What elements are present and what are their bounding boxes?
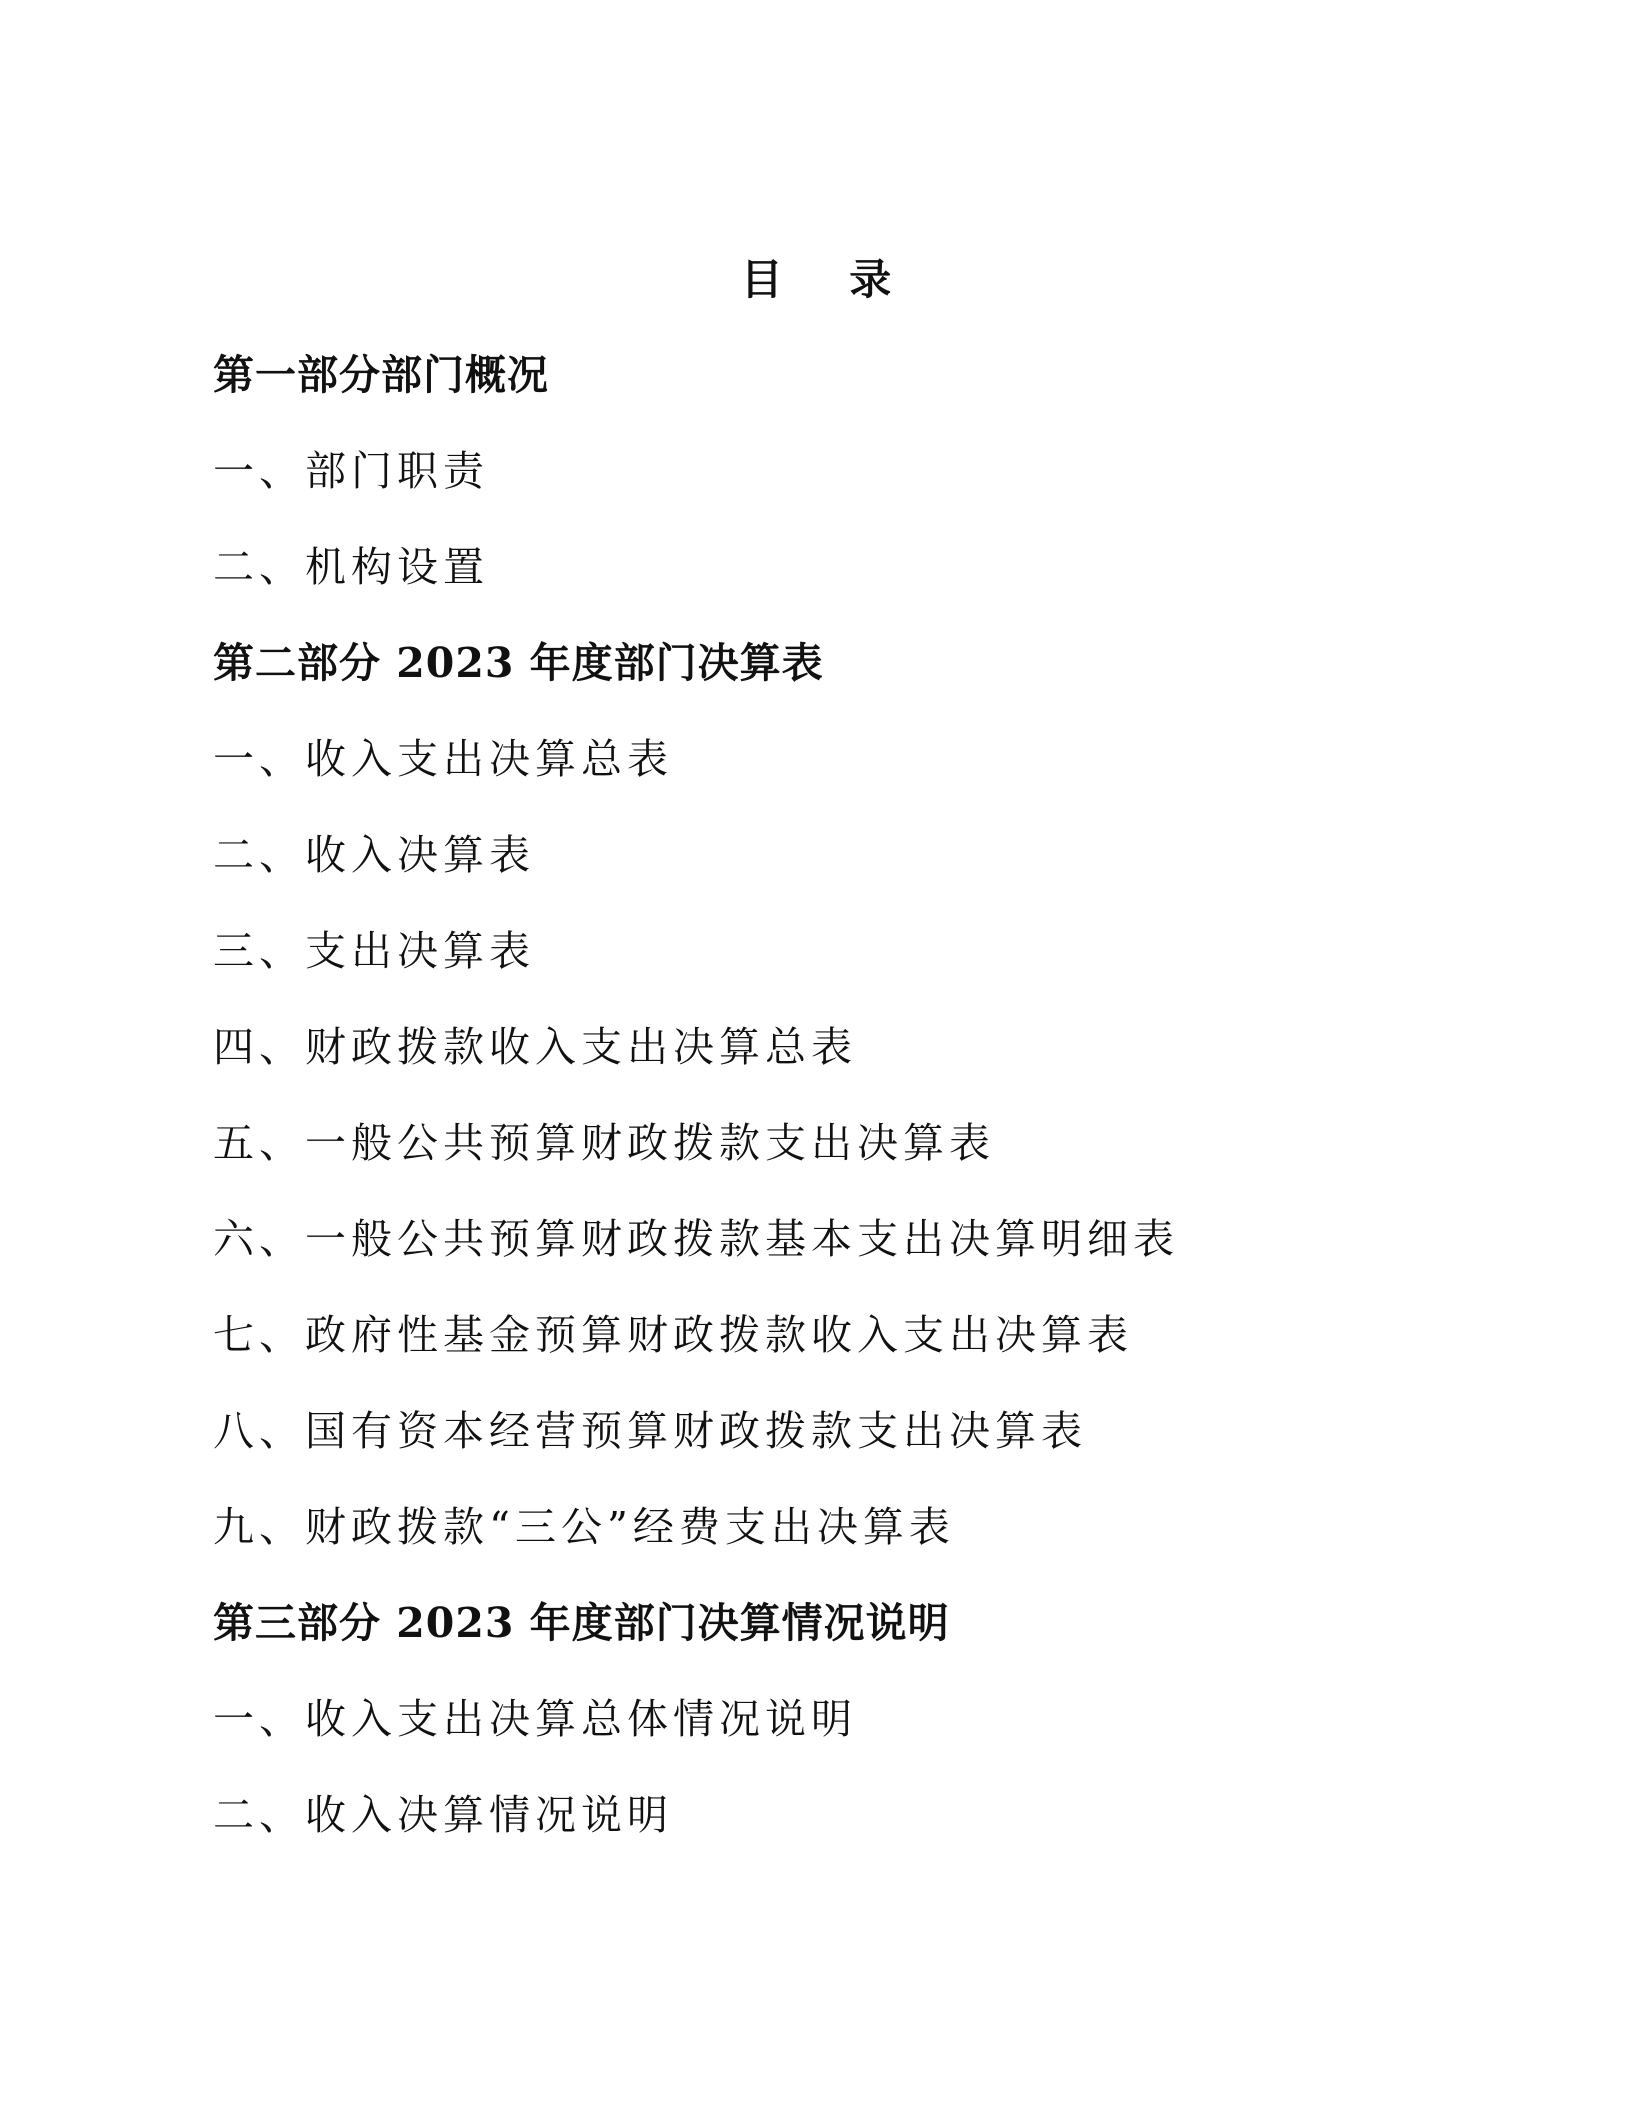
toc-entry-part-2[interactable]: 第二部分 2023 年度部门决算表 — [213, 639, 824, 687]
toc-entry-part-1[interactable]: 第一部分部门概况 — [213, 351, 549, 399]
toc-entry-three-public-expenses[interactable]: 九、财政拨款“三公”经费支出决算表 — [213, 1503, 955, 1551]
toc-entry-part-3[interactable]: 第三部分 2023 年度部门决算情况说明 — [213, 1599, 950, 1647]
toc-entry-fiscal-allocation-summary[interactable]: 四、财政拨款收入支出决算总表 — [213, 1023, 857, 1071]
toc-entry-income-table[interactable]: 二、收入决算表 — [213, 831, 535, 879]
toc-entry-department-duties[interactable]: 一、部门职责 — [213, 447, 489, 495]
toc-entry-income-explanation[interactable]: 二、收入决算情况说明 — [213, 1791, 673, 1839]
toc-entry-expenditure-table[interactable]: 三、支出决算表 — [213, 927, 535, 975]
toc-title: 目 录 — [740, 255, 918, 304]
toc-entry-state-capital-budget[interactable]: 八、国有资本经营预算财政拨款支出决算表 — [213, 1407, 1087, 1455]
toc-list — [213, 345, 1179, 1881]
toc-entry-general-budget-basic-expenditure[interactable]: 六、一般公共预算财政拨款基本支出决算明细表 — [213, 1215, 1179, 1263]
toc-entry-government-fund-budget[interactable]: 七、政府性基金预算财政拨款收入支出决算表 — [213, 1311, 1133, 1359]
toc-entry-general-budget-expenditure[interactable]: 五、一般公共预算财政拨款支出决算表 — [213, 1119, 995, 1167]
toc-entry-organization-setup[interactable]: 二、机构设置 — [213, 543, 489, 591]
toc-entry-overall-explanation[interactable]: 一、收入支出决算总体情况说明 — [213, 1695, 857, 1743]
toc-entry-income-expenditure-summary[interactable]: 一、收入支出决算总表 — [213, 735, 673, 783]
